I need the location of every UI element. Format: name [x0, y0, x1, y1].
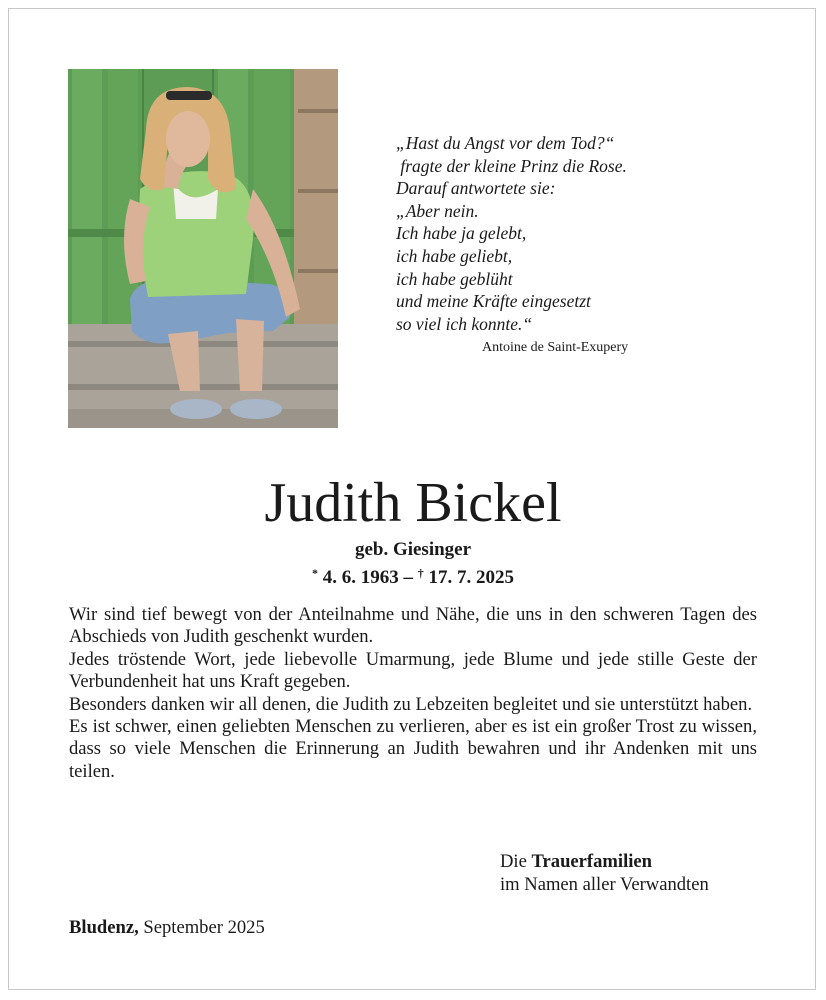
quote-line: Darauf antwortete sie:	[396, 178, 556, 199]
quote-line: und meine Kräfte eingesetzt	[396, 291, 591, 312]
maiden-name: geb. Giesinger	[354, 539, 472, 560]
death-date: 17. 7. 2025	[428, 567, 514, 588]
quote-line: ich habe geblüht	[396, 268, 513, 289]
signature	[500, 850, 709, 896]
quote-line: „Aber nein.	[396, 200, 479, 221]
signature-family: Trauerfamilien	[531, 851, 653, 872]
date-separator: –	[403, 567, 413, 588]
life-dates	[0, 562, 826, 589]
place: Bludenz,	[69, 917, 139, 938]
date: September 2025	[143, 917, 265, 938]
death-symbol: †	[417, 566, 424, 580]
message-paragraph: Jedes tröstende Wort, jede liebevolle Umarmung, jede Blume und jede stille Geste der Verbundenheit hat uns Kraft gegeben.	[69, 648, 757, 693]
quote-line: Ich habe ja gelebt,	[396, 223, 527, 244]
message-paragraph: Besonders danken wir all denen, die Judith zu Lebzeiten begleitet und sie unterstützt haben.	[69, 693, 753, 715]
portrait-photo	[68, 69, 338, 428]
quote-line: „Hast du Angst vor dem Tod?“	[396, 133, 615, 153]
signature-prefix: Die	[500, 851, 527, 872]
birth-date: 4. 6. 1963	[322, 567, 399, 588]
signature-line-2: im Namen aller Verwandten	[500, 874, 709, 895]
thank-you-message	[69, 604, 757, 783]
place-date	[69, 916, 265, 939]
quote-author: Antoine de Saint-Exupery	[482, 340, 629, 355]
quote-block	[396, 132, 696, 335]
deceased-name: Judith Bickel	[264, 472, 562, 534]
quote-line: so viel ich konnte.“	[396, 313, 533, 334]
quote-line: ich habe geliebt,	[396, 245, 513, 266]
message-paragraph: Wir sind tief bewegt von der Anteilnahme und Nähe, die uns in den schweren Tagen des Abschieds von Judith geschenkt wurden.	[69, 604, 757, 648]
signature-line-1	[500, 850, 709, 873]
message-paragraph: Es ist schwer, einen geliebten Menschen zu verlieren, aber es ist ein großer Trost zu wissen, dass so viele Menschen die Erinnerung an Judith bewahren und ihr Andenken mit uns teilen.	[69, 716, 757, 782]
quote-line: fragte der kleine Prinz die Rose.	[396, 155, 627, 176]
birth-symbol: *	[312, 566, 318, 580]
